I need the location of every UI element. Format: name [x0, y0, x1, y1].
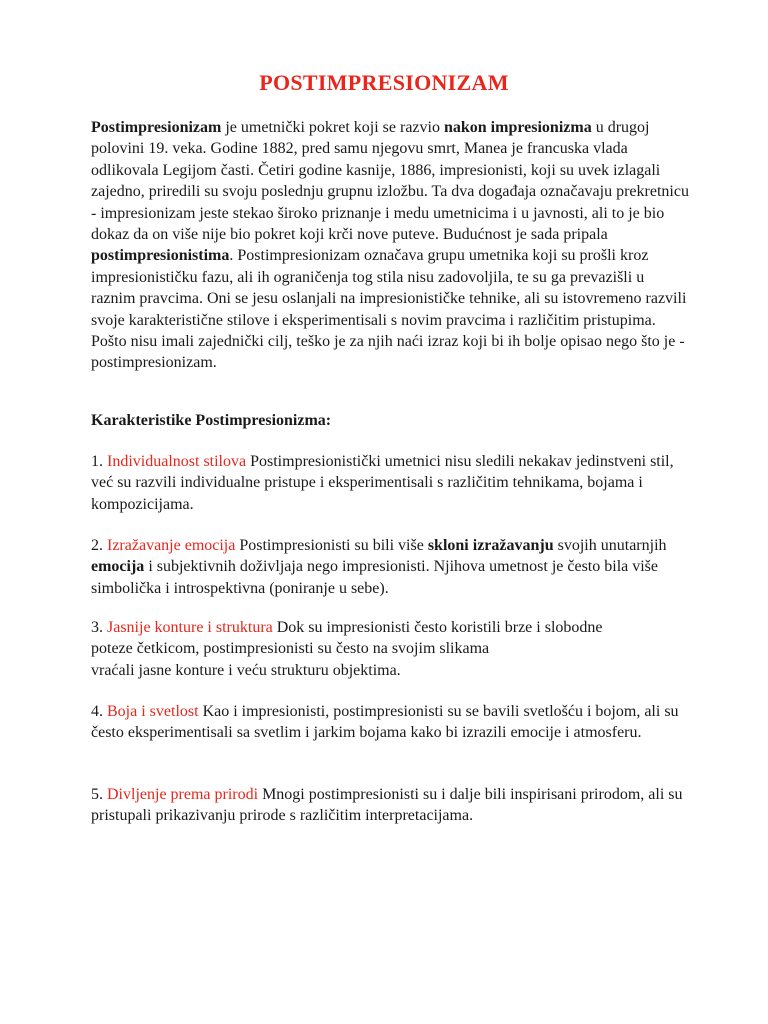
item-text: svojih unutarnjih — [553, 537, 667, 554]
list-item — [91, 701, 691, 744]
section-heading: Karakteristike Postimpresionizma: — [91, 412, 332, 429]
item-text: Mnogi postimpresionisti su i dalje bili inspirisani prirodom, ali su pristupali prikazivanju prirode s različitim interpretacijama. — [91, 786, 683, 825]
intro-emphasis: postimpresionistima — [91, 247, 230, 265]
item-number: 2. — [91, 537, 107, 554]
item-number: 1. — [91, 453, 107, 470]
item-number: 4. — [91, 703, 107, 720]
item-text: vraćali jasne konture i veću strukturu objektima. — [91, 661, 401, 679]
item-text: poteze četkicom, postimpresionisti su često na svojim slikama — [91, 640, 490, 658]
item-emphasis: skloni izražavanju — [427, 537, 554, 554]
item-text: Kao i impresionisti, postimpresionisti su se bavili svetlošću i bojom, ali su često eksperimentisali sa svetlim i jarkim bojama kako bi izrazili emocije i atmosferu. — [91, 703, 679, 742]
item-text: i subjektivnih doživljaja nego impresionisti. Njihova umetnost je često bila više simbolička i introspektivna (poniranje u sebe). — [91, 558, 659, 597]
item-label: Individualnost stilova — [107, 453, 247, 470]
list-item — [91, 617, 691, 681]
intro-text: u drugoj polovini 19. veka. Godine 1882, pred samu njegovu smrt, Manea je francuska vlada odlikovala Legijom časti. Četiri godine kasnije, 1886, impresionisti, koji su uvek izlagali zajedno, priredili su svoju poslednju grupnu izložbu. Ta dva događaja označavaju prekretnicu - impresionizam jeste stekao široko priznanje i medu umetnicima i u javnosti, ali to je bio dokaz da on više nije bio pokret koji krči nove puteve. Budućnost je sada pripala — [91, 119, 689, 244]
intro-paragraph — [91, 117, 691, 374]
intro-emphasis: nakon impresionizma — [443, 119, 592, 136]
intro-term: Postimpresionizam — [91, 119, 222, 136]
intro-text: je umetnički pokret koji se razvio — [221, 119, 444, 136]
item-label: Izražavanje emocija — [107, 537, 236, 554]
intro-text: . Postimpresionizam označava grupu umetnika koji su prošli kroz impresionističku fazu, ali ih ograničenja tog stila nisu zadovoljila, te su ga prevazišli u raznim pravcima. Oni se jesu oslanjali na impresionističke tehnike, ali su istovremeno razvili svoje karakteristične stilove i eksperimentisali s novim pravcima i različitim pristupima. Pošto nisu imali zajednički cilj, teško je za njih naći izraz koji bi ih bolje opisao nego što je - postimpresionizam. — [91, 247, 687, 372]
item-number: 3. — [91, 619, 107, 636]
item-number: 5. — [91, 786, 107, 803]
item-label: Divljenje prema prirodi — [107, 786, 259, 803]
item-text: Dok su impresionisti često koristili brze i slobodne — [272, 619, 603, 636]
list-item — [91, 451, 691, 515]
item-text: Postimpresionisti su bili više — [235, 537, 428, 554]
item-text: Postimpresionistički umetnici nisu sledili nekakav jedinstveni stil, već su razvili individualne pristupe i eksperimentisali s različitim tehnikama, bojama i kompozicijama. — [91, 453, 674, 513]
list-item — [91, 784, 691, 827]
item-emphasis: emocija — [91, 558, 145, 576]
document-title: POSTIMPRESIONIZAM — [259, 70, 509, 95]
list-item — [91, 535, 691, 599]
item-label: Boja i svetlost — [107, 703, 199, 720]
item-label: Jasnije konture i struktura — [107, 619, 273, 636]
